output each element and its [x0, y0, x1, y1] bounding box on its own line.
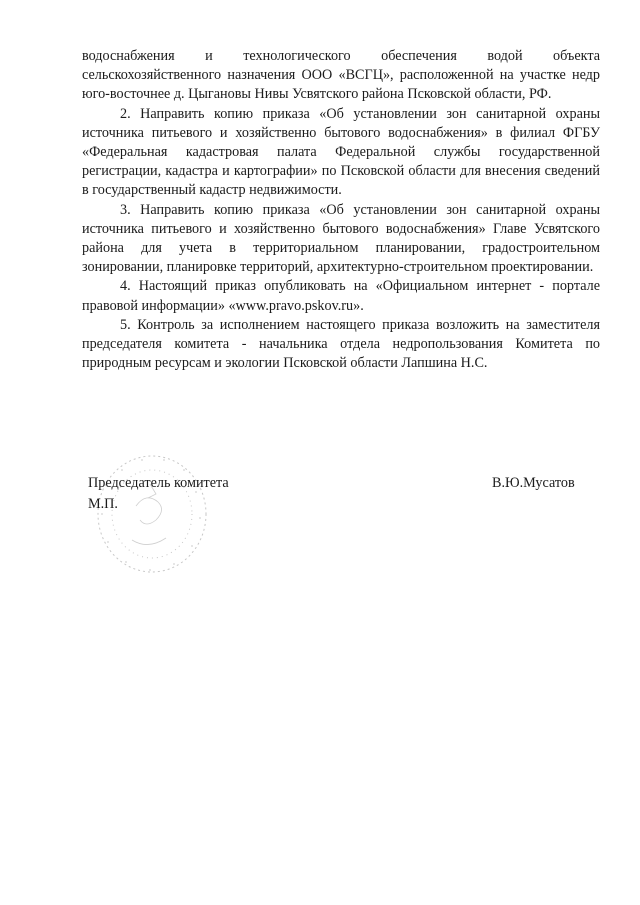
document-body — [82, 47, 600, 373]
signatory-name: В.Ю.Мусатов — [492, 475, 575, 491]
paragraph-item-3: 3. Направить копию приказа «Об установлении зон санитарной охраны источника питьевого и хозяйственно бытового водоснабжения» Главе Усвятского района для учета в территориальном планировании, градостроительном зонировании, планировке территорий, архитектурно-строительном проектировании. — [82, 201, 600, 276]
paragraph-item-4: 4. Настоящий приказ опубликовать на «Официальном интернет - портале правовой информации» «www.pravo.pskov.ru». — [82, 278, 600, 314]
seal-mark: М.П. — [88, 496, 118, 512]
signatory-title: Председатель комитета — [88, 475, 229, 491]
paragraph-continuation: водоснабжения и технологического обеспечения водой объекта сельскохозяйственного назначения ООО «ВСГЦ», расположенной на участке недр юго-восточнее д. Цыгановы Нивы Усвятского района Псковской области, РФ. — [82, 48, 600, 103]
paragraph-item-5: 5. Контроль за исполнением настоящего приказа возложить на заместителя председателя комитета - начальника отдела недропользования Комитета по природным ресурсам и экологии Псковской области Лапшина Н.С. — [82, 316, 600, 372]
paragraph-item-2: 2. Направить копию приказа «Об установлении зон санитарной охраны источника питьевого и хозяйственно бытового водоснабжения» в филиал ФГБУ «Федеральная кадастровая палата Федеральной службы государственной регистрации, кадастра и картографии» по Псковской области для внесения сведений в государственный кадастр недвижимости. — [82, 105, 600, 199]
